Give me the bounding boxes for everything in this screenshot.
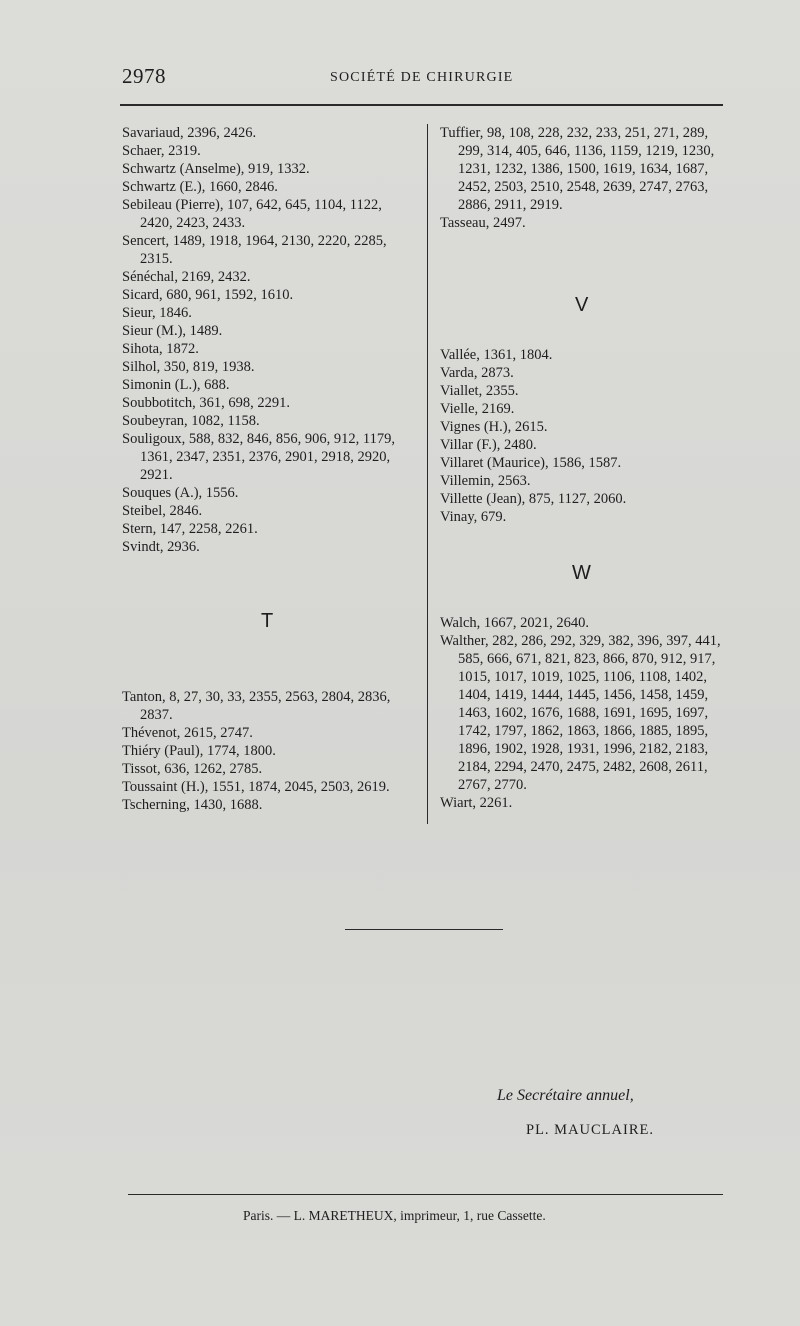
index-entry: Vallée, 1361, 1804. (440, 347, 553, 363)
index-entry: Thévenot, 2615, 2747. (122, 725, 253, 741)
right-column-t-entries (440, 124, 728, 232)
index-entry: Soubeyran, 1082, 1158. (122, 413, 260, 429)
index-entry: Silhol, 350, 819, 1938. (122, 359, 255, 375)
section-letter-w: W (572, 562, 591, 584)
index-entry: Tanton, 8, 27, 30, 33, 2355, 2563, 2804, 2836, 2837. (122, 689, 391, 723)
index-entry: Tscherning, 1430, 1688. (122, 797, 263, 813)
index-entry: Varda, 2873. (440, 365, 514, 381)
index-entry: Sebileau (Pierre), 107, 642, 645, 1104, 1122, 2420, 2423, 2433. (122, 197, 382, 231)
index-entry: Soubbotitch, 361, 698, 2291. (122, 395, 290, 411)
index-entry: Souques (A.), 1556. (122, 485, 239, 501)
section-letter-v: V (575, 294, 589, 316)
index-entry: Sieur, 1846. (122, 305, 192, 321)
right-column-w-entries (440, 614, 728, 812)
section-letter-t: T (261, 610, 274, 632)
header-rule (120, 104, 723, 106)
footer-rule (128, 1194, 723, 1195)
index-entry: Tissot, 636, 1262, 2785. (122, 761, 263, 777)
index-entry: Villaret (Maurice), 1586, 1587. (440, 455, 622, 471)
index-entry: Villette (Jean), 875, 1127, 2060. (440, 491, 627, 507)
page-number: 2978 (122, 64, 166, 88)
index-entry: Schwartz (E.), 1660, 2846. (122, 179, 278, 195)
index-entry: Sénéchal, 2169, 2432. (122, 269, 251, 285)
index-entry: Wiart, 2261. (440, 795, 513, 811)
index-entry: Stern, 147, 2258, 2261. (122, 521, 258, 537)
index-entry: Tasseau, 2497. (440, 215, 526, 231)
index-entry: Tuffier, 98, 108, 228, 232, 233, 251, 271, 289, 299, 314, 405, 646, 1136, 1159, 1219, 1230, 1231, 1232, 1386, 1500, 1619, 1634, 1687, 2452, 2503, 2510, 2548, 2639, 2747, 2763, 2886, 2911, 2919. (440, 125, 715, 213)
index-entry: Simonin (L.), 688. (122, 377, 230, 393)
index-entry: Vielle, 2169. (440, 401, 515, 417)
index-entry: Sicard, 680, 961, 1592, 1610. (122, 287, 294, 303)
right-column-v-entries (440, 346, 728, 526)
index-entry: Sihota, 1872. (122, 341, 199, 357)
index-entry: Sieur (M.), 1489. (122, 323, 223, 339)
left-column-s-entries (122, 124, 410, 556)
index-entry: Toussaint (H.), 1551, 1874, 2045, 2503, 2619. (122, 779, 390, 795)
index-entry: Steibel, 2846. (122, 503, 203, 519)
column-divider (427, 124, 428, 824)
index-entry: Thiéry (Paul), 1774, 1800. (122, 743, 276, 759)
signature-title: Le Secrétaire annuel, (497, 1087, 634, 1104)
printer-imprint: Paris. — L. MARETHEUX, imprimeur, 1, rue Cassette. (243, 1208, 546, 1223)
index-entry: Villar (F.), 2480. (440, 437, 537, 453)
closing-rule (345, 929, 503, 930)
index-entry: Schaer, 2319. (122, 143, 201, 159)
index-entry: Viallet, 2355. (440, 383, 519, 399)
index-entry: Svindt, 2936. (122, 539, 200, 555)
index-entry: Vinay, 679. (440, 509, 507, 525)
index-entry: Savariaud, 2396, 2426. (122, 125, 257, 141)
index-entry: Schwartz (Anselme), 919, 1332. (122, 161, 310, 177)
index-entry: Souligoux, 588, 832, 846, 856, 906, 912, 1179, 1361, 2347, 2351, 2376, 2901, 2918, 2920, 2921. (122, 431, 395, 483)
index-entry: Vignes (H.), 2615. (440, 419, 548, 435)
index-entry: Sencert, 1489, 1918, 1964, 2130, 2220, 2285, 2315. (122, 233, 387, 267)
running-title: SOCIÉTÉ DE CHIRURGIE (330, 70, 514, 85)
index-entry: Walther, 282, 286, 292, 329, 382, 396, 397, 441, 585, 666, 671, 821, 823, 866, 870, 912, 917, 1015, 1017, 1019, 1025, 1106, 1108, 1402, 1404, 1419, 1444, 1445, 1456, 1458, 1459, 1463, 1602, 1676, 1688, 1691, 1695, 1697, 1742, 1797, 1862, 1863, 1866, 1885, 1895, 1896, 1902, 1928, 1931, 1996, 2182, 2183, 2184, 2294, 2470, 2475, 2482, 2608, 2611, 2767, 2770. (440, 633, 721, 793)
index-entry: Villemin, 2563. (440, 473, 531, 489)
left-column-t-entries (122, 688, 410, 814)
index-entry: Walch, 1667, 2021, 2640. (440, 615, 590, 631)
signature-name: PL. MAUCLAIRE. (526, 1122, 654, 1138)
